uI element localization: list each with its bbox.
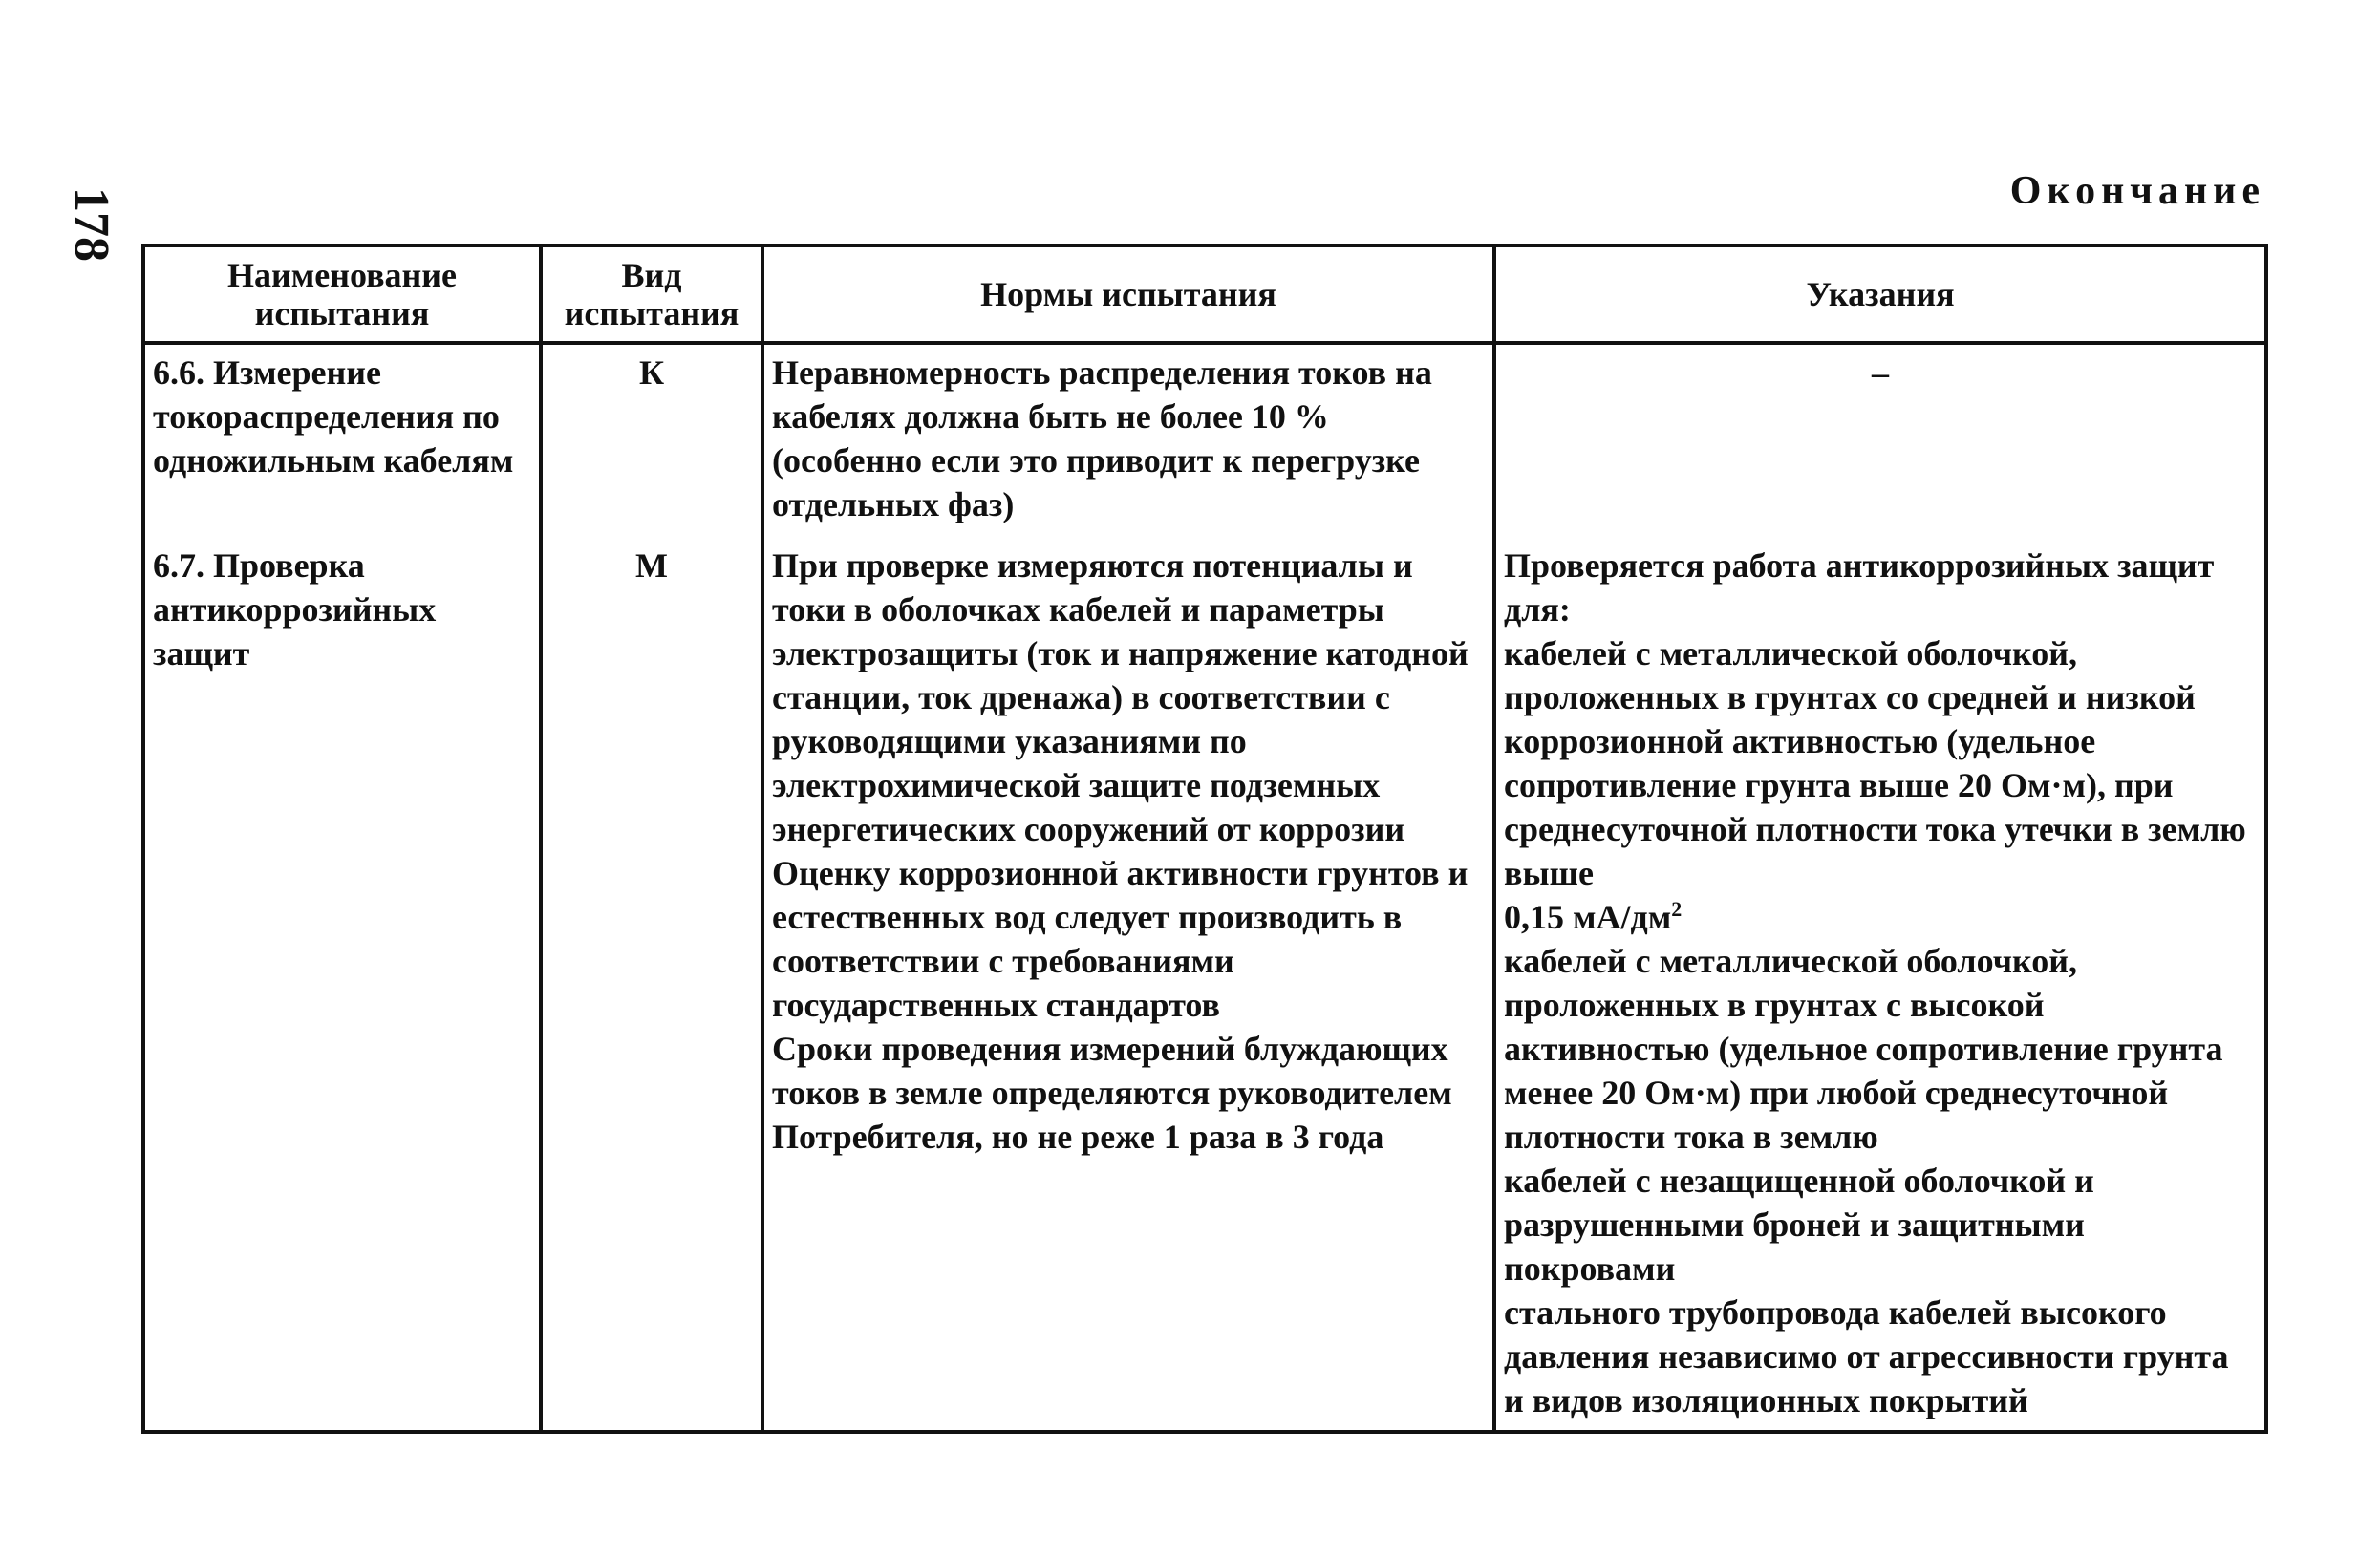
norms-paragraph: При проверке измеряются потенциалы и токи в оболочках кабелей и параметры электрозащиты (ток и напряжение катодной станции, ток дренажа) в соответствии с руководящими указаниями по электрохимической защите подземных энергетических сооружений от коррозии — [772, 546, 1469, 848]
norms-paragraph: Сроки проведения измерений блуждающих токов в земле определяются руководителем Потребителя, но не реже 1 раза в 3 года — [772, 1030, 1452, 1156]
header-test-type: Вид испытания — [541, 245, 762, 343]
notes-item: кабелей с металлической оболочкой, проложенных в грунтах со средней и низкой коррозионной активностью (удельное сопротивление грунта выше 20 Ом·м), при среднесуточной плотности тока утечки в землю выше — [1504, 634, 2246, 892]
cell-test-name: 6.6. Измерение токораспределения по одножильным кабелям — [143, 343, 541, 530]
notes-item: кабелей с металлической оболочкой, проложенных в грунтах с высокой активностью (удельное сопротивление грунта менее 20 Ом·м) при любой среднесуточной плотности тока в землю — [1504, 942, 2223, 1156]
norms-paragraph: Неравномерность распределения токов на кабелях должна быть не более 10 % (особенно если это приводит к перегрузке отдельных фаз) — [772, 353, 1432, 523]
cell-test-norms — [762, 530, 1494, 1432]
table-row — [143, 343, 2266, 530]
notes-item: кабелей с незащищенной оболочкой и разрушенными броней и защитными покровами — [1504, 1162, 2094, 1288]
notes-dash: – — [1872, 353, 1889, 392]
page-number: 178 — [64, 187, 118, 262]
superscript-exponent: 2 — [1671, 897, 1683, 921]
current-density-value: 0,15 мА/дм — [1504, 898, 1672, 936]
notes-intro: Проверяется работа антикоррозийных защит для: — [1504, 546, 2215, 629]
header-test-name: Наименование испытания — [143, 245, 541, 343]
cell-test-type: М — [541, 530, 762, 1432]
cell-test-name: 6.7. Проверка антикоррозийных защит — [143, 530, 541, 1432]
notes-item-value — [1504, 895, 2257, 939]
cell-test-type: К — [541, 343, 762, 530]
cell-test-norms — [762, 343, 1494, 530]
header-test-norms: Нормы испытания — [762, 245, 1494, 343]
cell-notes — [1494, 530, 2266, 1432]
norms-paragraph: Оценку коррозионной активности грунтов и естественных вод следует производить в соответствии с требованиями государственных стандартов — [772, 854, 1469, 1024]
table-row — [143, 530, 2266, 1432]
table-header-row — [143, 245, 2266, 343]
continuation-label: Окончание — [2009, 169, 2265, 213]
notes-item: стального трубопровода кабелей высокого давления независимо от агрессивности грунта и видов изоляционных покрытий — [1504, 1293, 2229, 1419]
header-notes: Указания — [1494, 245, 2266, 343]
cell-notes — [1494, 343, 2266, 530]
test-norms-table — [141, 244, 2268, 1434]
